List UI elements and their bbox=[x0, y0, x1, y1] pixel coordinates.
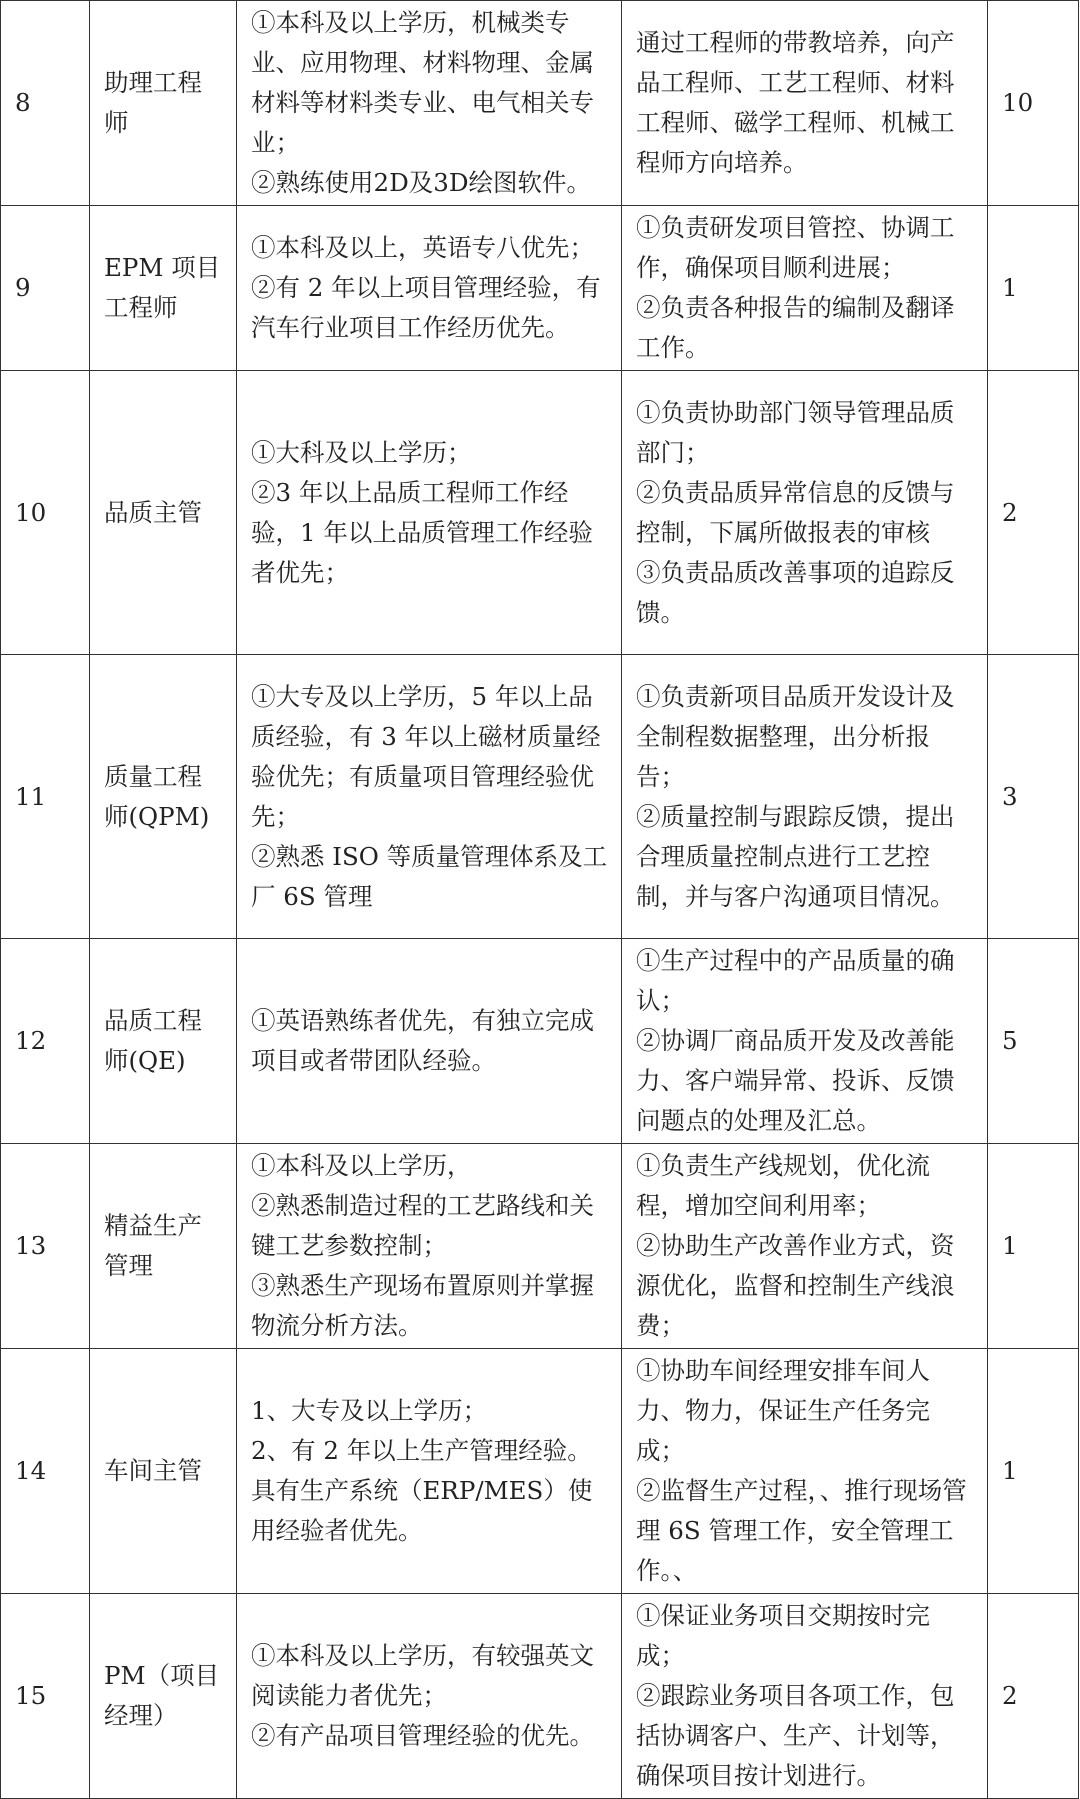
headcount: 2 bbox=[988, 371, 1079, 655]
requirement-item: ②熟悉 ISO 等质量管理体系及工厂 6S 管理 bbox=[251, 841, 608, 911]
headcount: 3 bbox=[988, 655, 1079, 939]
duty-item: ②协调厂商品质开发及改善能力、客户端异常、投诉、反馈问题点的处理及汇总。 bbox=[636, 1026, 955, 1135]
requirement-item: ②有 2 年以上项目管理经验，有汽车行业项目工作经历优先。 bbox=[251, 273, 601, 342]
requirement-item: ①本科及以上学历，有较强英文阅读能力者优先； bbox=[251, 1641, 594, 1710]
headcount: 5 bbox=[988, 939, 1079, 1144]
requirements-cell bbox=[237, 206, 622, 371]
duty-item: ①保证业务项目交期按时完成； bbox=[636, 1601, 930, 1670]
duty-item: ①协助车间经理安排车间人力、物力，保证生产任务完成； bbox=[636, 1356, 930, 1465]
table-row bbox=[1, 655, 1079, 939]
headcount: 1 bbox=[988, 206, 1079, 371]
row-number: 13 bbox=[1, 1144, 90, 1349]
row-number: 11 bbox=[1, 655, 90, 939]
requirement-item: 2、有 2 年以上生产管理经验。具有生产系统（ERP/MES）使用经验者优先。 bbox=[251, 1436, 593, 1545]
duty-item: ①负责协助部门领导管理品质部门； bbox=[636, 397, 955, 467]
row-number: 12 bbox=[1, 939, 90, 1144]
duty-item: 通过工程师的带教培养，向产品工程师、工艺工程师、材料工程师、磁学工程师、机械工程师方向培养。 bbox=[636, 28, 955, 177]
duty-item: ②监督生产过程，、推行现场管理 6S 管理工作，安全管理工作。、 bbox=[636, 1476, 967, 1585]
requirements-cell bbox=[237, 1594, 622, 1799]
table-row bbox=[1, 1594, 1079, 1799]
row-number: 9 bbox=[1, 206, 90, 371]
requirement-item: ①大科及以上学历； bbox=[251, 437, 472, 467]
headcount: 1 bbox=[988, 1349, 1079, 1594]
requirement-item: ①大专及以上学历，5 年以上品质经验，有 3 年以上磁材质量经验优先；有质量项目管理经验优先； bbox=[251, 681, 601, 831]
table-row bbox=[1, 371, 1079, 655]
requirements-cell bbox=[237, 939, 622, 1144]
position-title: 车间主管 bbox=[90, 1349, 237, 1594]
row-number: 14 bbox=[1, 1349, 90, 1594]
requirement-item: ①英语熟练者优先，有独立完成项目或者带团队经验。 bbox=[251, 1006, 594, 1075]
duties-cell bbox=[622, 1, 988, 206]
requirement-item: ①本科及以上学历，机械类专业、应用物理、材料物理、金属材料等材料类专业、电气相关专业； bbox=[251, 8, 594, 157]
position-title: PM（项目经理） bbox=[90, 1594, 237, 1799]
duties-cell bbox=[622, 1144, 988, 1349]
requirement-item: ①本科及以上，英语专八优先； bbox=[251, 233, 594, 262]
position-title: 品质主管 bbox=[90, 371, 237, 655]
position-title: 助理工程师 bbox=[90, 1, 237, 206]
headcount: 1 bbox=[988, 1144, 1079, 1349]
requirement-item: 1、大专及以上学历； bbox=[251, 1396, 488, 1425]
requirement-item: ②3 年以上品质工程师工作经验，1 年以上品质管理工作经验者优先； bbox=[251, 477, 593, 587]
duty-item: ①生产过程中的产品质量的确认； bbox=[636, 946, 955, 1015]
table-row bbox=[1, 206, 1079, 371]
requirement-item: ①本科及以上学历， bbox=[251, 1151, 472, 1180]
duty-item: ①负责研发项目管控、协调工作，确保项目顺利进展； bbox=[636, 213, 955, 282]
table-row bbox=[1, 1349, 1079, 1594]
duty-item: ②负责各种报告的编制及翻译工作。 bbox=[636, 293, 955, 362]
requirements-cell bbox=[237, 371, 622, 655]
table-row bbox=[1, 1, 1079, 206]
row-number: 15 bbox=[1, 1594, 90, 1799]
duty-item: ②负责品质异常信息的反馈与控制，下属所做报表的审核 bbox=[636, 477, 955, 547]
duty-item: ③负责品质改善事项的追踪反馈。 bbox=[636, 557, 955, 627]
requirements-cell bbox=[237, 1349, 622, 1594]
requirements-cell bbox=[237, 1, 622, 206]
duties-cell bbox=[622, 371, 988, 655]
headcount: 10 bbox=[988, 1, 1079, 206]
duty-item: ①负责新项目品质开发设计及全制程数据整理，出分析报告； bbox=[636, 681, 955, 791]
requirement-item: ③熟悉生产现场布置原则并掌握物流分析方法。 bbox=[251, 1271, 594, 1340]
requirement-item: ②熟悉制造过程的工艺路线和关键工艺参数控制； bbox=[251, 1191, 594, 1260]
position-title: EPM 项目工程师 bbox=[90, 206, 237, 371]
duties-cell bbox=[622, 939, 988, 1144]
row-number: 8 bbox=[1, 1, 90, 206]
duty-item: ②跟踪业务项目各项工作，包括协调客户、生产、计划等，确保项目按计划进行。 bbox=[636, 1681, 955, 1790]
requirement-item: ②有产品项目管理经验的优先。 bbox=[251, 1721, 594, 1750]
duty-item: ①负责生产线规划，优化流程，增加空间利用率； bbox=[636, 1151, 930, 1220]
requirements-cell bbox=[237, 1144, 622, 1349]
position-title: 质量工程师(QPM) bbox=[90, 655, 237, 939]
row-number: 10 bbox=[1, 371, 90, 655]
headcount: 2 bbox=[988, 1594, 1079, 1799]
position-title: 品质工程师(QE) bbox=[90, 939, 237, 1144]
duty-item: ②质量控制与跟踪反馈，提出合理质量控制点进行工艺控制，并与客户沟通项目情况。 bbox=[636, 801, 955, 911]
requirements-cell bbox=[237, 655, 622, 939]
table-row bbox=[1, 1144, 1079, 1349]
duty-item: ②协助生产改善作业方式，资源优化，监督和控制生产线浪费； bbox=[636, 1231, 955, 1340]
duties-cell bbox=[622, 206, 988, 371]
duties-cell bbox=[622, 655, 988, 939]
requirement-item: ②熟练使用2D及3D绘图软件。 bbox=[251, 168, 591, 197]
duties-cell bbox=[622, 1594, 988, 1799]
position-title: 精益生产管理 bbox=[90, 1144, 237, 1349]
table-row bbox=[1, 939, 1079, 1144]
duties-cell bbox=[622, 1349, 988, 1594]
